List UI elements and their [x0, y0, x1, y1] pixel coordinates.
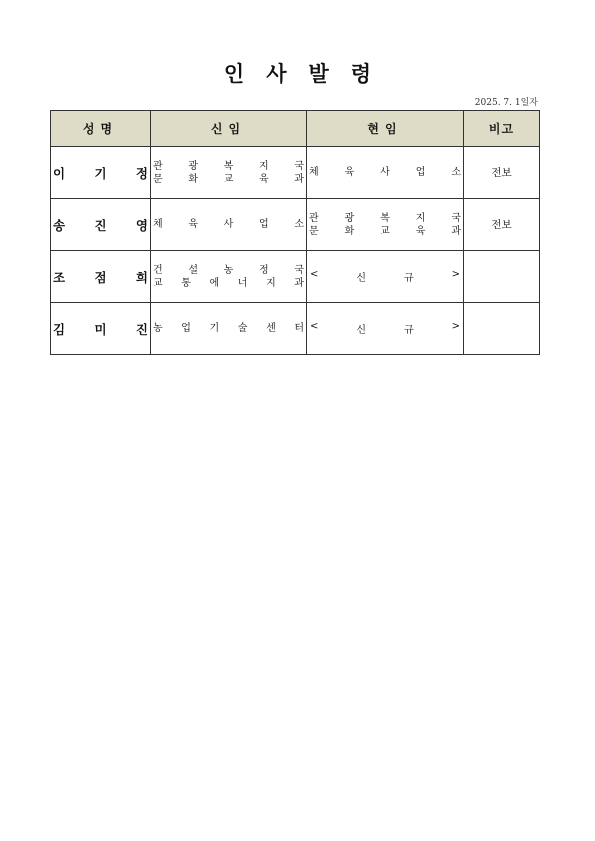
- department-line: 관 광 복 지 국: [309, 212, 461, 224]
- new-hire-marker-part: 규: [403, 325, 414, 336]
- new-post-cell: [151, 303, 307, 355]
- department-name: [307, 166, 463, 179]
- current-post-cell: [307, 147, 464, 199]
- new-hire-marker-part: 신: [356, 273, 367, 284]
- table-row: [51, 199, 540, 251]
- new-post-cell: [151, 199, 307, 251]
- new-hire-marker-part: 신: [356, 325, 367, 336]
- department-line: 체 육 사 업 소: [309, 167, 461, 178]
- table-row: [51, 147, 540, 199]
- department-name: [151, 218, 306, 231]
- new-post-cell: [151, 251, 307, 303]
- new-hire-marker: [307, 269, 463, 284]
- name-cell: [51, 303, 151, 355]
- new-hire-marker-part: 규: [403, 273, 414, 284]
- new-post-cell: [151, 147, 307, 199]
- department-name: [151, 322, 306, 335]
- person-name: 이 기 정: [53, 165, 148, 181]
- department-line: 문 화 교 육 과: [153, 173, 304, 185]
- table-row: [51, 251, 540, 303]
- department-name: [151, 160, 306, 186]
- current-post-cell: [307, 303, 464, 355]
- header-new-post: 신임: [151, 111, 307, 147]
- header-remarks: 비고: [464, 111, 540, 147]
- new-hire-marker-part: >: [451, 269, 460, 280]
- name-cell: [51, 147, 151, 199]
- current-post-cell: [307, 251, 464, 303]
- header-current-post: 현임: [307, 111, 464, 147]
- remarks-cell: [464, 251, 540, 303]
- name-cell: [51, 199, 151, 251]
- department-line: 관 광 복 지 국: [153, 160, 304, 172]
- new-hire-marker: [307, 321, 463, 336]
- header-name: 성명: [51, 111, 151, 147]
- document-title: 인사발령: [223, 62, 394, 86]
- new-hire-marker-part: <: [310, 269, 319, 280]
- department-name: [151, 264, 306, 290]
- department-line: 농 업 기 술 센 터: [153, 323, 304, 334]
- appointment-table: [50, 110, 540, 355]
- department-line: 교 통 에 너 지 과: [153, 277, 304, 289]
- current-post-cell: [307, 199, 464, 251]
- remarks-cell: 전보: [464, 199, 540, 251]
- table-header-row: [51, 111, 540, 147]
- department-name: [307, 212, 463, 238]
- person-name: 김 미 진: [53, 321, 148, 337]
- person-name: 조 점 희: [53, 269, 148, 285]
- remarks-cell: [464, 303, 540, 355]
- new-hire-marker-part: <: [310, 321, 319, 332]
- name-cell: [51, 251, 151, 303]
- person-name: 송 진 영: [53, 217, 148, 233]
- table-row: [51, 303, 540, 355]
- department-line: 건 설 농 정 국: [153, 264, 304, 276]
- new-hire-marker-part: >: [451, 321, 460, 332]
- department-line: 문 화 교 육 과: [309, 225, 461, 237]
- remarks-cell: 전보: [464, 147, 540, 199]
- effective-date: 2025. 7. 1일자: [474, 98, 538, 108]
- department-line: 체 육 사 업 소: [153, 219, 304, 230]
